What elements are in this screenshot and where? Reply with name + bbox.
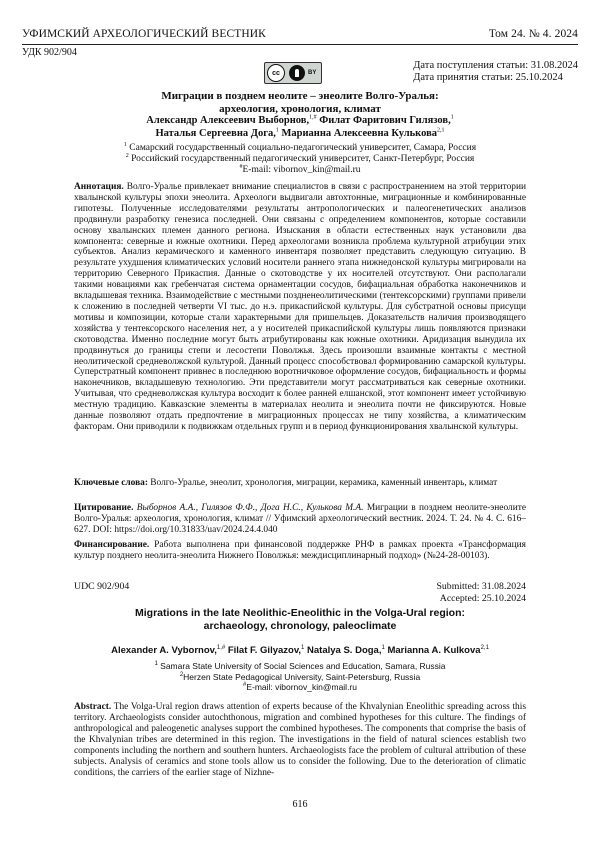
author-1: Александр Алексеевич Выборнов, <box>146 115 310 126</box>
title-en-line1: Migrations in the late Neolithic-Eneolithic in the Volga-Ural region: <box>135 607 465 619</box>
dates-en <box>436 581 526 604</box>
author-2: Филат Фаритович Гилязов, <box>319 115 451 126</box>
volume-info: Том 24. № 4. 2024 <box>488 28 578 40</box>
email-ru[interactable]: E-mail: vibornov_kin@mail.ru <box>242 165 361 175</box>
authors-en: Alexander A. Vybornov,$^{1,\#}$ Filat F. Gilyazov,$^1$ Natalya S. Doga,$^1$ Marianna A. Kulkova$^{2,1}$ <box>111 644 489 656</box>
header-rule <box>22 44 578 45</box>
journal-name: УФИМСКИЙ АРХЕОЛОГИЧЕСКИЙ ВЕСТНИК <box>22 28 266 40</box>
citation-authors: Выборнов А.А., Гилязов Ф.Ф., Дога Н.С., Кулькова М.А. <box>133 503 364 513</box>
keywords-text: Волго-Уралье, энеолит, хронология, миграции, керамика, каменный инвентарь, климат <box>147 478 498 488</box>
author-4: Марианна Алексеевна Кулькова <box>281 127 438 139</box>
funding-label: Финансирование. <box>74 540 150 550</box>
keywords-label: Ключевые слова: <box>74 478 148 488</box>
author-3: Наталья Сергеевна Дога, <box>155 127 276 139</box>
abstract-en <box>74 702 526 779</box>
date-submitted: Submitted: 31.08.2024 <box>436 581 526 592</box>
affiliation-2: Российский государственный педагогический университет, Санкт-Петербург, Россия <box>128 154 475 164</box>
article-title-en <box>90 607 510 632</box>
affiliation-1: Самарский государственный социально-педагогический университет, Самара, Россия <box>126 143 477 153</box>
cc-circle: cc <box>267 64 285 82</box>
email-en[interactable]: E-mail: vibornov_kin@mail.ru <box>246 682 357 692</box>
abstract-text-en: The Volga-Ural region draws attention of experts because of the Khvalynian Eneolithic spreading across this territory. Archaeologists consider autochthonous, migration and combined hypotheses for this culture. The findings of anthropological and paleogenetic analyses support the combined hypotheses. The components that comprise the basis of the Khvalynian tribes are determined in this region. The investigations in the field of natural sciences establish two components including the northern and southern hunters. Archaeologists face the problem of cultural attribution of these subjects. Analysis of ceramics and stone tools allow us to consider the following. Due to the deterioration of climatic conditions, the carriers of the earlier stage of Nizhne- <box>74 702 526 778</box>
citation-ru <box>74 503 526 536</box>
authors-ru: Александр Алексеевич Выборнов,$^{1,\#}$ Филат Фаритович Гилязов,$^1$ Наталья Сергеевна Дога,$^1$ Марианна Алексеевна Кулькова$^{2,1}$ <box>146 114 454 139</box>
affiliations-en: $^1$ Samara State University of Social Sciences and Education, Samara, Russia $^2$Herzen State Pedagogical University, Saint-Petersburg, Russia #E-mail: vibornov_kin@mail.ru <box>154 661 446 692</box>
udc-en: UDC 902/904 <box>74 581 130 592</box>
funding-text: Работа выполнена при финансовой поддержке РНФ в рамках проекта «Трансформация культур позднего неолита-энеолита Нижнего Поволжья: междисциплинарный подход» (№24-28-00103). <box>74 540 526 561</box>
by-person-icon <box>289 65 305 81</box>
udk-ru: УДК 902/904 <box>22 47 77 58</box>
article-title-ru <box>60 90 540 115</box>
keywords-ru <box>74 478 526 489</box>
affiliations-ru: $^1$ Самарский государственный социально-педагогический университет, Самара, Россия $^2$ Российский государственный педагогический университет, Санкт-Петербург, Россия #E-mail: vibornov_kin@mail.ru <box>123 141 477 175</box>
dates-ru <box>413 60 578 84</box>
abstract-ru <box>74 182 526 433</box>
abstract-text-ru: Волго-Уралье привлекает внимание специалистов в связи с распространением на этой территории хвалынской культуры эпохи энеолита. Археологи выдвигали автохтонные, миграционные и комбинированные гипотезы. Полученные исследователями результаты антропологических и палеогенетических анализов продвинули разработку генезиса последней. Они связаны с определением компонентов, которые составили основу хвалынских племен данного региона. Изыскания в области естественных наук установили два компонента: северные и южные охотники. Перед археологами возникла проблема культурной атрибуции этих субъектов. Анализ керамического и каменного инвентаря позволяет представить следующую ситуацию. В результате ухудшения климатических условий носители раннего этапа нижнедонской культуры мигрировали на территорию Северного Прикаспия. Данные о скотоводстве у их носителей отсутствуют. Они располагали такими новациями как гребенчатая система орнаментации сосудов, бифациальная обработка наконечников и вкладышевая техника. Взаимодействие с местными поздненеолитическими (тентексорскими) группами привели к сложению в последней четверти VI тыс. до н.э. прикаспийской культуры. Для субстратной основы присущи мотивы и композиции, которые стали характерными для пришельцев. Доказательств наличия производящего хозяйства у тентексорского населения нет, а у носителей прикаспийской культуры лишь появляются признаки скотоводства. Именно последние могут быть атрибутированы как южные охотники. Аридизация вынудила их продвинуться до границы степи и лесостепи Поволжья. Здесь произошли взаимные контакты с местной неолитической средневолжской культурой. Данный процесс способствовал формированию самарской культуры. Суперстратный компонент привнес в последнюю воротничковое оформление сосудов, бифациальность и формы наконечников, вкладышевую технологию. Эти представители могут рассматриваться как северные охотники. Учитывая, что средневолжская культура восходит к более ранней елшанской, этот компонент имеет устойчивую местную традицию. Кавказские элементы в материалах неолита и энеолита почти не фиксируются. Новые данные позволяют отдать предпочтение в миграционных процессах не типу хозяйства, а климатическим факторам. Они приводили к подвижкам отдельных групп и в период функционирования хвалынской культуры. <box>74 182 526 432</box>
page-number: 616 <box>292 799 308 810</box>
funding-ru <box>74 540 526 562</box>
title-en-line2: archaeology, chronology, paleoclimate <box>203 619 397 632</box>
abstract-label-ru: Аннотация. <box>74 182 124 192</box>
running-header <box>22 28 578 40</box>
date-accepted-en: Accepted: 25.10.2024 <box>439 592 526 604</box>
abstract-label-en: Abstract. <box>74 702 112 712</box>
citation-text: Миграции в позднем неолите-энеолите Волго-Уралья: археология, хронология, климат // Уфимский археологический вестник. 2024. Т. 24. № 4. С. 616–627. DOI: https://doi.org/10.31833/uav/2024.24.4.040 <box>74 503 526 535</box>
title-ru-line1: Миграции в позднем неолите – энеолите Волго-Уралья: <box>161 90 439 102</box>
citation-label: Цитирование. <box>74 503 134 513</box>
title-ru-line2: археология, хронология, климат <box>219 102 381 115</box>
date-received: Дата поступления статьи: 31.08.2024 <box>413 60 578 71</box>
by-label: BY <box>308 70 317 76</box>
date-accepted: Дата принятия статьи: 25.10.2024 <box>413 72 563 83</box>
cc-by-icon <box>264 62 322 84</box>
